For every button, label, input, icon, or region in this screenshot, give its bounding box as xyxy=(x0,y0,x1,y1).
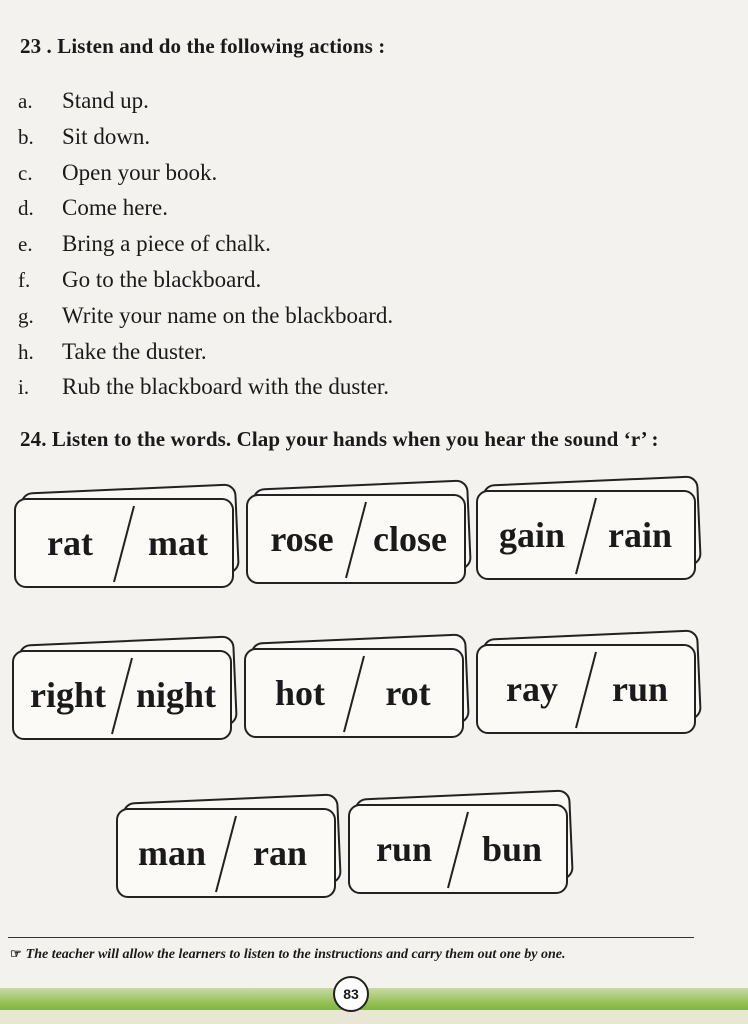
card-front xyxy=(476,490,696,580)
word-left: run xyxy=(375,829,433,869)
card-front xyxy=(12,650,232,740)
item-letter: d. xyxy=(18,196,34,221)
list-item xyxy=(18,339,393,375)
list-item xyxy=(18,195,393,231)
card-front xyxy=(14,498,234,588)
question-24-title: 24. Listen to the words. Clap your hands when you hear the sound ‘r’ : xyxy=(20,427,659,451)
card-front xyxy=(116,808,336,898)
item-text: Sit down. xyxy=(62,123,151,149)
card-front xyxy=(246,494,466,584)
word-left: gain xyxy=(498,515,566,555)
list-item xyxy=(18,88,393,124)
footer-note xyxy=(10,946,565,963)
word-left: rat xyxy=(47,523,93,563)
list-item xyxy=(18,124,393,160)
word-left: right xyxy=(30,675,106,715)
word-right: rain xyxy=(607,515,672,555)
list-item xyxy=(18,303,393,339)
word-card xyxy=(116,808,336,904)
list-item xyxy=(18,160,393,196)
pointing-hand-icon: ☞ xyxy=(10,946,22,961)
word-right: ran xyxy=(253,833,307,873)
item-letter: i. xyxy=(18,375,30,400)
page-number: 83 xyxy=(333,976,369,1012)
list-item xyxy=(18,231,393,267)
word-left: man xyxy=(137,833,206,873)
word-right: bun xyxy=(481,829,543,869)
word-right: night xyxy=(135,675,217,715)
word-card xyxy=(476,644,696,740)
word-card xyxy=(348,804,568,900)
item-letter: g. xyxy=(18,303,34,328)
action-list xyxy=(18,88,393,410)
word-right: close xyxy=(373,519,447,559)
item-text: Take the duster. xyxy=(62,338,207,364)
word-card xyxy=(244,648,464,744)
grass-shadow xyxy=(0,1010,748,1024)
footer-rule xyxy=(8,937,694,938)
item-letter: h. xyxy=(18,339,34,364)
card-front xyxy=(348,804,568,894)
card-front xyxy=(244,648,464,738)
word-card xyxy=(246,494,466,590)
question-23-title: 23 . Listen and do the following actions : xyxy=(20,34,386,58)
item-text: Go to the blackboard. xyxy=(62,266,262,292)
item-letter: c. xyxy=(18,160,33,185)
word-card xyxy=(14,498,234,594)
item-text: Open your book. xyxy=(62,159,218,185)
word-left: ray xyxy=(506,669,558,709)
item-letter: f. xyxy=(18,267,31,292)
word-right: rot xyxy=(385,673,431,713)
item-text: Write your name on the blackboard. xyxy=(62,302,394,328)
word-right: mat xyxy=(148,523,208,563)
item-letter: a. xyxy=(18,89,33,113)
item-text: Rub the blackboard with the duster. xyxy=(62,374,390,400)
word-card xyxy=(12,650,232,746)
item-letter: e. xyxy=(18,232,33,257)
item-text: Stand up. xyxy=(62,88,149,113)
list-item xyxy=(18,267,393,303)
word-left: hot xyxy=(274,673,325,713)
card-front xyxy=(476,644,696,734)
item-text: Bring a piece of chalk. xyxy=(62,231,271,257)
word-right: run xyxy=(611,669,669,709)
list-item xyxy=(18,374,393,410)
word-card xyxy=(476,490,696,586)
item-letter: b. xyxy=(18,124,34,149)
teacher-note: The teacher will allow the learners to listen to the instructions and carry them out one by one. xyxy=(25,947,566,962)
item-text: Come here. xyxy=(62,195,169,221)
word-left: rose xyxy=(270,519,334,559)
